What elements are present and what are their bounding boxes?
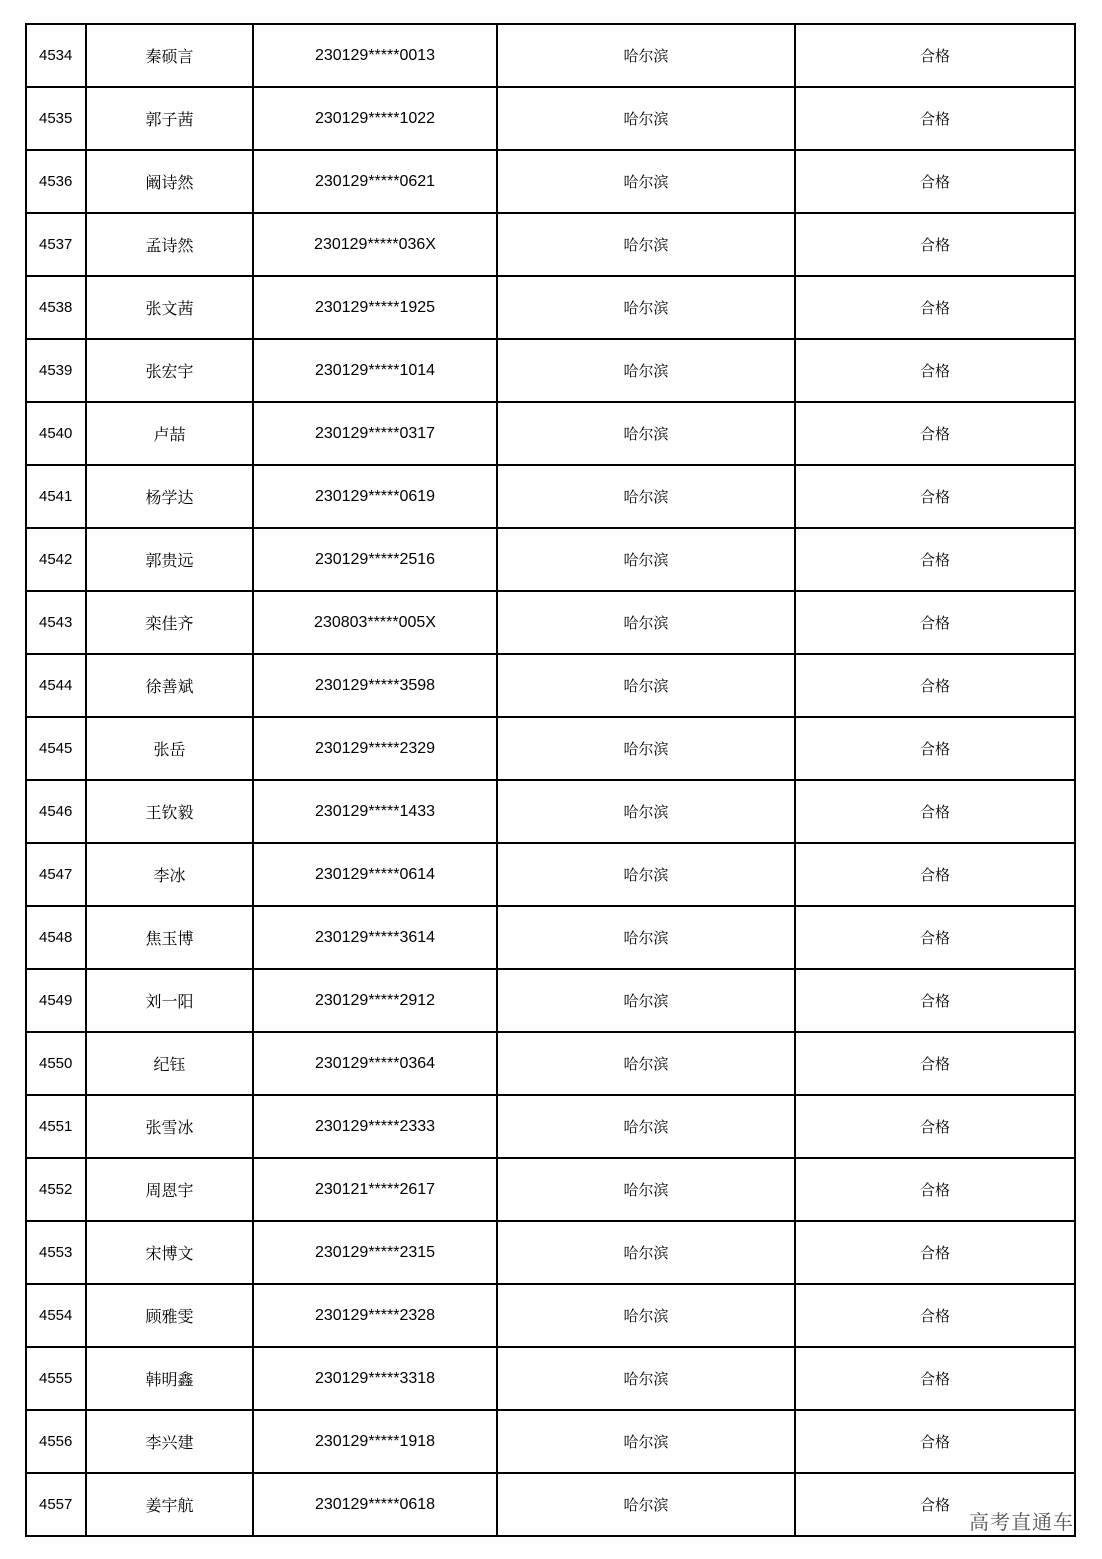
candidate-name-cell: 张岳 — [87, 718, 254, 779]
row-number-cell: 4541 — [27, 466, 87, 527]
result-status-cell: 合格 — [796, 781, 1076, 842]
id-number-cell: 230129*****2329 — [254, 718, 498, 779]
id-number-cell: 230129*****0619 — [254, 466, 498, 527]
id-number-cell: 230129*****0621 — [254, 151, 498, 212]
table-row — [27, 1474, 1076, 1537]
result-status-cell: 合格 — [796, 151, 1076, 212]
id-number-cell: 230129*****3614 — [254, 907, 498, 968]
table-row — [27, 466, 1076, 529]
row-number-cell: 4551 — [27, 1096, 87, 1157]
result-status-cell: 合格 — [796, 1096, 1076, 1157]
id-number-cell: 230129*****3318 — [254, 1348, 498, 1409]
table-row — [27, 781, 1076, 844]
id-number-cell: 230129*****036X — [254, 214, 498, 275]
result-status-cell: 合格 — [796, 403, 1076, 464]
id-number-cell: 230129*****1918 — [254, 1411, 498, 1472]
candidate-name-cell: 杨学达 — [87, 466, 254, 527]
row-number-cell: 4556 — [27, 1411, 87, 1472]
table-row — [27, 529, 1076, 592]
candidate-name-cell: 卢喆 — [87, 403, 254, 464]
result-status-cell: 合格 — [796, 1033, 1076, 1094]
id-number-cell: 230129*****0364 — [254, 1033, 498, 1094]
table-row — [27, 403, 1076, 466]
candidate-name-cell: 韩明鑫 — [87, 1348, 254, 1409]
row-number-cell: 4534 — [27, 25, 87, 86]
city-cell: 哈尔滨 — [498, 1222, 796, 1283]
result-status-cell: 合格 — [796, 529, 1076, 590]
id-number-cell: 230129*****0614 — [254, 844, 498, 905]
candidate-name-cell: 王钦毅 — [87, 781, 254, 842]
candidate-name-cell: 张宏宇 — [87, 340, 254, 401]
row-number-cell: 4535 — [27, 88, 87, 149]
result-status-cell: 合格 — [796, 1348, 1076, 1409]
city-cell: 哈尔滨 — [498, 151, 796, 212]
result-status-cell: 合格 — [796, 1159, 1076, 1220]
result-status-cell: 合格 — [796, 1222, 1076, 1283]
candidate-name-cell: 李冰 — [87, 844, 254, 905]
city-cell: 哈尔滨 — [498, 214, 796, 275]
table-row — [27, 1222, 1076, 1285]
row-number-cell: 4536 — [27, 151, 87, 212]
id-number-cell: 230129*****2912 — [254, 970, 498, 1031]
table-row — [27, 1033, 1076, 1096]
id-number-cell: 230121*****2617 — [254, 1159, 498, 1220]
city-cell: 哈尔滨 — [498, 1285, 796, 1346]
results-table — [25, 23, 1076, 1537]
result-status-cell: 合格 — [796, 277, 1076, 338]
city-cell: 哈尔滨 — [498, 1474, 796, 1535]
candidate-name-cell: 李兴建 — [87, 1411, 254, 1472]
id-number-cell: 230129*****3598 — [254, 655, 498, 716]
result-status-cell: 合格 — [796, 340, 1076, 401]
result-status-cell: 合格 — [796, 970, 1076, 1031]
row-number-cell: 4539 — [27, 340, 87, 401]
candidate-name-cell: 宋博文 — [87, 1222, 254, 1283]
id-number-cell: 230129*****1022 — [254, 88, 498, 149]
table-row — [27, 151, 1076, 214]
table-row — [27, 844, 1076, 907]
row-number-cell: 4549 — [27, 970, 87, 1031]
table-row — [27, 88, 1076, 151]
id-number-cell: 230129*****2516 — [254, 529, 498, 590]
row-number-cell: 4555 — [27, 1348, 87, 1409]
candidate-name-cell: 张雪冰 — [87, 1096, 254, 1157]
table-row — [27, 340, 1076, 403]
row-number-cell: 4540 — [27, 403, 87, 464]
city-cell: 哈尔滨 — [498, 88, 796, 149]
result-status-cell: 合格 — [796, 718, 1076, 779]
id-number-cell: 230129*****2315 — [254, 1222, 498, 1283]
candidate-name-cell: 栾佳齐 — [87, 592, 254, 653]
city-cell: 哈尔滨 — [498, 340, 796, 401]
city-cell: 哈尔滨 — [498, 781, 796, 842]
result-status-cell: 合格 — [796, 655, 1076, 716]
row-number-cell: 4538 — [27, 277, 87, 338]
city-cell: 哈尔滨 — [498, 1033, 796, 1094]
candidate-name-cell: 徐善斌 — [87, 655, 254, 716]
city-cell: 哈尔滨 — [498, 844, 796, 905]
row-number-cell: 4550 — [27, 1033, 87, 1094]
table-row — [27, 1411, 1076, 1474]
city-cell: 哈尔滨 — [498, 970, 796, 1031]
city-cell: 哈尔滨 — [498, 1159, 796, 1220]
row-number-cell: 4545 — [27, 718, 87, 779]
result-status-cell: 合格 — [796, 25, 1076, 86]
city-cell: 哈尔滨 — [498, 1348, 796, 1409]
candidate-name-cell: 姜宇航 — [87, 1474, 254, 1535]
id-number-cell: 230129*****1925 — [254, 277, 498, 338]
result-status-cell: 合格 — [796, 1285, 1076, 1346]
city-cell: 哈尔滨 — [498, 592, 796, 653]
city-cell: 哈尔滨 — [498, 718, 796, 779]
row-number-cell: 4544 — [27, 655, 87, 716]
row-number-cell: 4548 — [27, 907, 87, 968]
table-row — [27, 214, 1076, 277]
candidate-name-cell: 秦硕言 — [87, 25, 254, 86]
result-status-cell: 合格 — [796, 88, 1076, 149]
city-cell: 哈尔滨 — [498, 25, 796, 86]
row-number-cell: 4542 — [27, 529, 87, 590]
table-row — [27, 25, 1076, 88]
city-cell: 哈尔滨 — [498, 655, 796, 716]
id-number-cell: 230129*****0013 — [254, 25, 498, 86]
table-row — [27, 655, 1076, 718]
candidate-name-cell: 阚诗然 — [87, 151, 254, 212]
table-row — [27, 907, 1076, 970]
id-number-cell: 230803*****005X — [254, 592, 498, 653]
row-number-cell: 4547 — [27, 844, 87, 905]
city-cell: 哈尔滨 — [498, 907, 796, 968]
result-status-cell: 合格 — [796, 592, 1076, 653]
row-number-cell: 4537 — [27, 214, 87, 275]
result-status-cell: 合格 — [796, 214, 1076, 275]
candidate-name-cell: 刘一阳 — [87, 970, 254, 1031]
table-row — [27, 970, 1076, 1033]
id-number-cell: 230129*****2333 — [254, 1096, 498, 1157]
table-row — [27, 1096, 1076, 1159]
result-status-cell: 合格 — [796, 907, 1076, 968]
candidate-name-cell: 焦玉博 — [87, 907, 254, 968]
row-number-cell: 4554 — [27, 1285, 87, 1346]
watermark-text: 高考直通车 — [969, 1510, 1074, 1534]
candidate-name-cell: 周恩宇 — [87, 1159, 254, 1220]
candidate-name-cell: 纪钰 — [87, 1033, 254, 1094]
table-row — [27, 277, 1076, 340]
row-number-cell: 4543 — [27, 592, 87, 653]
table-row — [27, 592, 1076, 655]
table-row — [27, 1348, 1076, 1411]
result-status-cell: 合格 — [796, 466, 1076, 527]
result-status-cell: 合格 — [796, 1411, 1076, 1472]
table-row — [27, 718, 1076, 781]
result-status-cell: 合格 — [796, 844, 1076, 905]
city-cell: 哈尔滨 — [498, 466, 796, 527]
candidate-name-cell: 郭子茜 — [87, 88, 254, 149]
city-cell: 哈尔滨 — [498, 277, 796, 338]
id-number-cell: 230129*****0317 — [254, 403, 498, 464]
table-row — [27, 1285, 1076, 1348]
city-cell: 哈尔滨 — [498, 1096, 796, 1157]
row-number-cell: 4557 — [27, 1474, 87, 1535]
candidate-name-cell: 孟诗然 — [87, 214, 254, 275]
table-row — [27, 1159, 1076, 1222]
result-status-cell: 合格 — [796, 1474, 1076, 1535]
city-cell: 哈尔滨 — [498, 1411, 796, 1472]
id-number-cell: 230129*****1433 — [254, 781, 498, 842]
city-cell: 哈尔滨 — [498, 403, 796, 464]
row-number-cell: 4553 — [27, 1222, 87, 1283]
id-number-cell: 230129*****1014 — [254, 340, 498, 401]
candidate-name-cell: 郭贵远 — [87, 529, 254, 590]
id-number-cell: 230129*****0618 — [254, 1474, 498, 1535]
candidate-name-cell: 顾雅雯 — [87, 1285, 254, 1346]
city-cell: 哈尔滨 — [498, 529, 796, 590]
row-number-cell: 4546 — [27, 781, 87, 842]
candidate-name-cell: 张文茜 — [87, 277, 254, 338]
id-number-cell: 230129*****2328 — [254, 1285, 498, 1346]
row-number-cell: 4552 — [27, 1159, 87, 1220]
